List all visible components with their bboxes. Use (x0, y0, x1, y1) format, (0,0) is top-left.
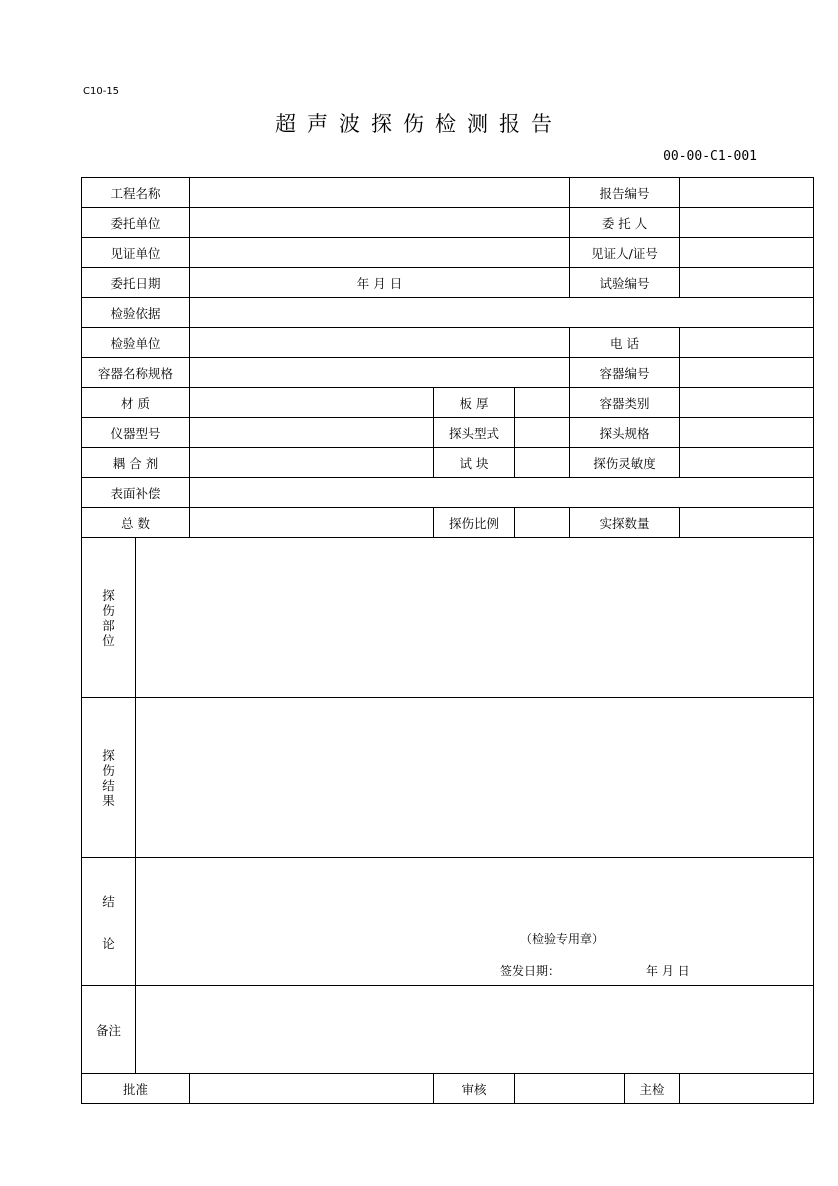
row-couplant (82, 448, 814, 478)
couplant-value[interactable] (190, 448, 434, 478)
result-value[interactable] (136, 698, 814, 858)
vessel-no-value[interactable] (680, 358, 814, 388)
issue-date-value[interactable]: 年 月 日 (646, 964, 690, 978)
probe-type-label: 探头型式 (434, 418, 515, 448)
entrust-date-value[interactable]: 年 月 日 (190, 268, 570, 298)
location-value[interactable] (136, 538, 814, 698)
location-label: 探 伤 部 位 (82, 538, 136, 698)
probe-spec-label: 探头规格 (570, 418, 680, 448)
report-no-label: 报告编号 (570, 178, 680, 208)
couplant-label: 耦 合 剂 (82, 448, 190, 478)
phone-value[interactable] (680, 328, 814, 358)
phone-label: 电 话 (570, 328, 680, 358)
client-unit-value[interactable] (190, 208, 570, 238)
document-number: 00-00-C1-001 (663, 149, 757, 164)
entrust-date-label: 委托日期 (82, 268, 190, 298)
material-value[interactable] (190, 388, 434, 418)
row-conclusion (82, 858, 814, 986)
witness-person-value[interactable] (680, 238, 814, 268)
probe-spec-value[interactable] (680, 418, 814, 448)
total-value[interactable] (190, 508, 434, 538)
conclusion-label: 结 论 (82, 858, 136, 986)
sensitivity-label: 探伤灵敏度 (570, 448, 680, 478)
stamp-label: （检验专用章） (520, 932, 605, 946)
report-no-value[interactable] (680, 178, 814, 208)
test-block-value[interactable] (515, 448, 570, 478)
witness-unit-label: 见证单位 (82, 238, 190, 268)
remarks-label: 备注 (82, 986, 136, 1074)
inspect-unit-label: 检验单位 (82, 328, 190, 358)
row-location (82, 538, 814, 698)
actual-qty-value[interactable] (680, 508, 814, 538)
project-name-label: 工程名称 (82, 178, 190, 208)
instrument-model-value[interactable] (190, 418, 434, 448)
inspector-value[interactable] (680, 1074, 814, 1104)
thickness-value[interactable] (515, 388, 570, 418)
issue-date-label: 签发日期： (500, 964, 561, 978)
surface-comp-value[interactable] (190, 478, 814, 508)
test-block-label: 试 块 (434, 448, 515, 478)
vessel-no-label: 容器编号 (570, 358, 680, 388)
surface-comp-label: 表面补偿 (82, 478, 190, 508)
project-name-value[interactable] (190, 178, 570, 208)
material-label: 材 质 (82, 388, 190, 418)
ratio-label: 探伤比例 (434, 508, 515, 538)
witness-unit-value[interactable] (190, 238, 570, 268)
review-label: 审核 (434, 1074, 515, 1104)
row-vessel (82, 358, 814, 388)
row-total (82, 508, 814, 538)
total-label: 总 数 (82, 508, 190, 538)
result-label: 探 伤 结 果 (82, 698, 136, 858)
sensitivity-value[interactable] (680, 448, 814, 478)
inspector-label: 主检 (625, 1074, 680, 1104)
row-client (82, 208, 814, 238)
vessel-spec-value[interactable] (190, 358, 570, 388)
witness-person-label: 见证人/证号 (570, 238, 680, 268)
test-no-label: 试验编号 (570, 268, 680, 298)
client-person-value[interactable] (680, 208, 814, 238)
basis-label: 检验依据 (82, 298, 190, 328)
remarks-value[interactable] (136, 986, 814, 1074)
ratio-value[interactable] (515, 508, 570, 538)
row-signatures (82, 1074, 814, 1104)
report-form (81, 177, 814, 1104)
row-result (82, 698, 814, 858)
row-material (82, 388, 814, 418)
approve-value[interactable] (190, 1074, 434, 1104)
row-project (82, 178, 814, 208)
instrument-model-label: 仪器型号 (82, 418, 190, 448)
row-instrument (82, 418, 814, 448)
thickness-label: 板 厚 (434, 388, 515, 418)
review-value[interactable] (515, 1074, 625, 1104)
row-entrust-date (82, 268, 814, 298)
client-person-label: 委 托 人 (570, 208, 680, 238)
conclusion-value[interactable] (136, 858, 814, 986)
basis-value[interactable] (190, 298, 814, 328)
test-no-value[interactable] (680, 268, 814, 298)
row-remarks (82, 986, 814, 1074)
vessel-spec-label: 容器名称规格 (82, 358, 190, 388)
inspect-unit-value[interactable] (190, 328, 570, 358)
approve-label: 批准 (82, 1074, 190, 1104)
vessel-class-label: 容器类别 (570, 388, 680, 418)
form-code: C10-15 (83, 86, 120, 97)
probe-type-value[interactable] (515, 418, 570, 448)
row-basis (82, 298, 814, 328)
vessel-class-value[interactable] (680, 388, 814, 418)
actual-qty-label: 实探数量 (570, 508, 680, 538)
page-title: 超声波探伤检测报告 (275, 112, 563, 136)
row-inspect-unit (82, 328, 814, 358)
client-unit-label: 委托单位 (82, 208, 190, 238)
row-surface (82, 478, 814, 508)
row-witness (82, 238, 814, 268)
